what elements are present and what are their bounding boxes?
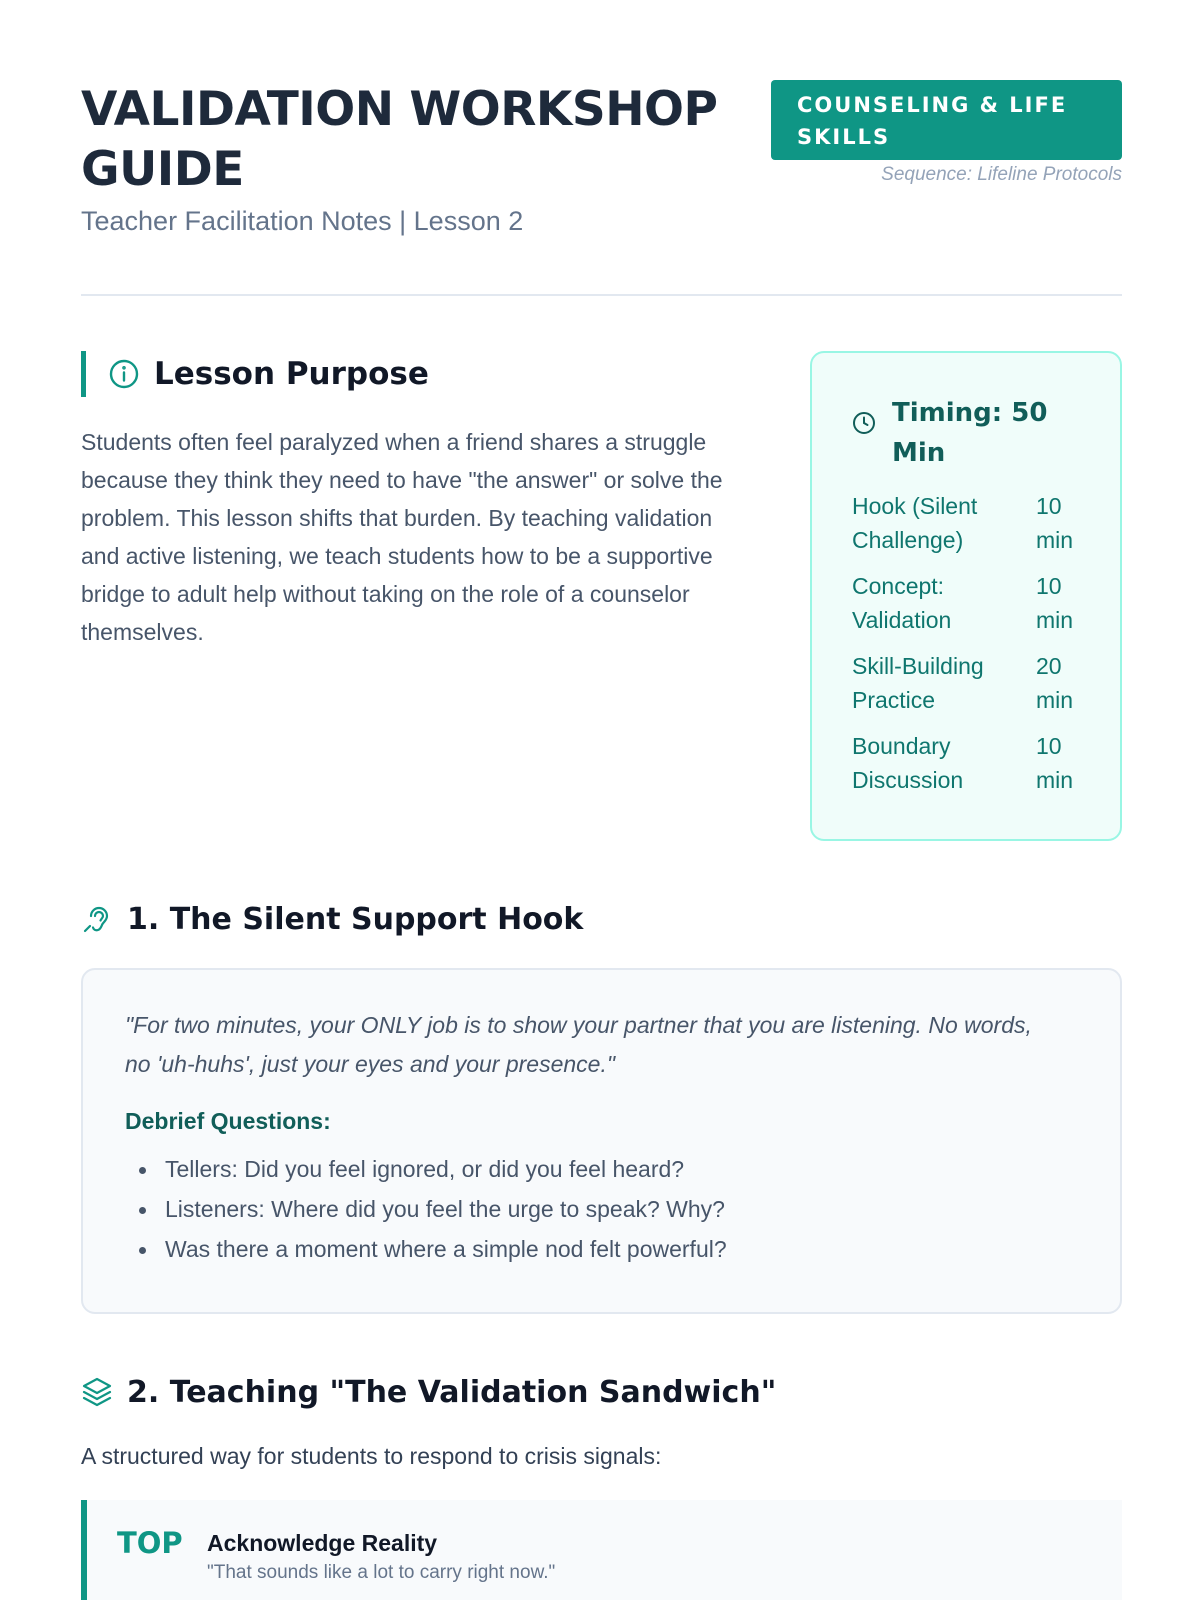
ear-icon [81,903,113,935]
timing-item [852,649,1080,717]
hook-quote: "For two minutes, your ONLY job is to show your partner that you are listening. No words, no 'uh-huhs', just your eyes and your presence." [125,1012,1032,1077]
list-item: Tellers: Did you feel ignored, or did you feel heard? [125,1149,1080,1189]
timing-item-duration: 10 min [1036,573,1074,633]
header-divider [81,294,1122,296]
clock-icon [852,411,876,435]
timing-title: Timing: 50 Min [892,398,1048,468]
layer-example: "That sounds like a lot to carry right now." [207,1562,556,1583]
document-header [81,80,1122,296]
page-title: VALIDATION WORKSHOP GUIDE [81,82,718,197]
info-icon [108,358,140,390]
timing-item-label: Hook (Silent Challenge) [852,493,978,553]
timing-card [810,351,1122,841]
sandwich-layer-top [81,1500,1122,1600]
timing-heading [852,393,1080,473]
hook-section-title: 1. The Silent Support Hook [127,901,584,937]
list-item: Listeners: Where did you feel the urge to speak? Why? [125,1189,1080,1229]
timing-list [852,489,1080,797]
timing-item [852,729,1080,797]
section-accent-bar [81,351,86,397]
lesson-purpose-text: Students often feel paralyzed when a friend shares a struggle because they think they need to have "the answer" or solve the problem. This lesson shifts that burden. By teaching validation and active listening, we teach students how to be a supportive bridge to adult help without taking on the role of a counselor themselves. [81,429,723,645]
debrief-list [125,1149,1080,1269]
timing-item-duration: 10 min [1036,493,1074,553]
category-badge: COUNSELING & LIFE SKILLS [771,80,1122,160]
hook-box [81,968,1122,1314]
lesson-purpose-title: Lesson Purpose [154,356,429,392]
layer-tag: TOP [117,1526,183,1560]
list-item: Was there a moment where a simple nod felt powerful? [125,1229,1080,1269]
timing-item-label: Skill-Building Practice [852,653,984,713]
timing-item-label: Boundary Discussion [852,733,964,793]
sandwich-intro: A structured way for students to respond to crisis signals: [81,1443,662,1469]
timing-item [852,569,1080,637]
timing-item-duration: 20 min [1036,653,1074,713]
timing-item [852,489,1080,557]
timing-item-duration: 10 min [1036,733,1074,793]
layers-icon [81,1376,113,1408]
sandwich-section-heading [81,1371,776,1413]
timing-item-label: Concept: Validation [852,573,952,633]
sequence-label: Sequence: Lifeline Protocols [881,164,1122,185]
layer-name: Acknowledge Reality [207,1530,438,1556]
debrief-label: Debrief Questions: [125,1108,331,1134]
page-subtitle: Teacher Facilitation Notes | Lesson 2 [81,206,524,236]
hook-section-heading [81,898,583,940]
sandwich-section-title: 2. Teaching "The Validation Sandwich" [127,1374,777,1410]
lesson-purpose-heading [108,354,429,394]
